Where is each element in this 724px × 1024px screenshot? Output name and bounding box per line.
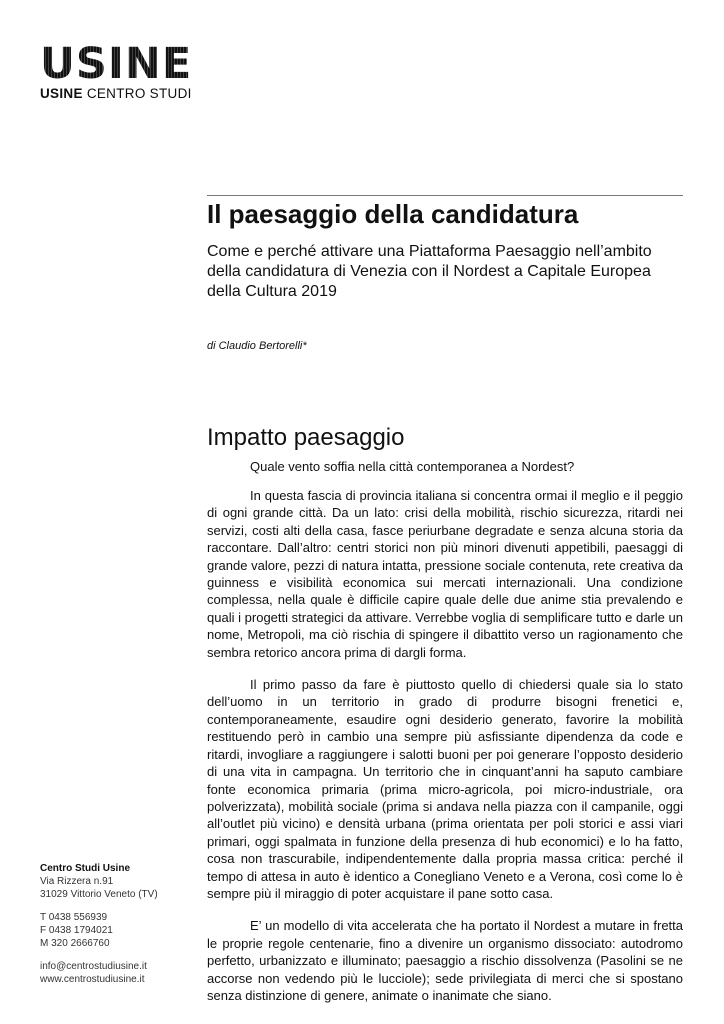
lead-question: Quale vento soffia nella città contemporanea a Nordest? bbox=[250, 459, 575, 474]
footer-address-line: Via Rizzera n.91 bbox=[40, 876, 114, 887]
footer-mobile: M 320 2666760 bbox=[40, 938, 110, 949]
page-title: Il paesaggio della candidatura bbox=[207, 199, 579, 229]
footer-fax: F 0438 1794021 bbox=[40, 925, 113, 936]
page-subtitle: Come e perché attivare una Piattaforma Paesaggio nell’ambito della candidatura di Venezia con il Nordest a Capitale Europea della Cultura 2019 bbox=[207, 243, 652, 300]
body-paragraph: E’ un modello di vita accelerata che ha portato il Nordest a mutare in fretta le proprie regole centenarie, fino a divenire un organismo dissociato: autodromo perfetto, urbanizzato e illuminato; paesaggio a rischio dissolvenza (Pasolini se ne accorse non vedendo più le lucciole); sede privilegiata di merci che si spostano senza distinzione di genere, animate o inanimate che siano. bbox=[207, 918, 683, 1003]
author-line: di Claudio Bertorelli* bbox=[207, 340, 307, 352]
body-paragraph: Il primo passo da fare è piuttosto quello di chiedersi quale sia lo stato dell’uomo in un territorio in grado di produrre bisogni frenetici e, contemporaneamente, esaudire ogni desiderio generato, favorire la mobilità restituendo però in cambio una sempre più asfissiante dipendenza da code e ritardi, invogliare a raggiungere i salotti buoni per poi generare l’opposto desiderio di una vita in campagna. Un territorio che in cinquant’anni ha saputo cambiare fonte economica primaria (prima micro-agricola, poi micro-industriale, ora polverizzata), mobilità sociale (prima si andava nella piazza con il campanile, oggi all’outlet più vicino) e densità urbana (prima orientata per poli storici e assi viari primari, oggi spalmata in funzione della presenza di hub economici) e lo ha fatto, cosa non trascurabile, indipendentemente dalla propria massa critica: perché il tempo di attesa in auto è identico a Conegliano Veneto e a Verona, così come lo è sempre più il miraggio di poter acquistare il pane sotto casa. bbox=[207, 677, 683, 901]
footer-org-name: Centro Studi Usine bbox=[40, 863, 131, 874]
logo-subtitle-bold: USINE bbox=[40, 86, 83, 101]
title-divider bbox=[207, 195, 683, 196]
footer-address-line: 31029 Vittorio Veneto (TV) bbox=[40, 889, 158, 900]
logo-subtitle bbox=[40, 86, 192, 101]
article-body bbox=[207, 487, 683, 1019]
section-heading: Impatto paesaggio bbox=[207, 424, 405, 451]
usine-logo bbox=[40, 39, 193, 101]
footer-website-link[interactable]: www.centrostudiusine.it bbox=[40, 974, 145, 985]
contact-footer bbox=[40, 862, 158, 986]
footer-email-link[interactable]: info@centrostudiusine.it bbox=[40, 961, 147, 972]
logo-wordmark: USINE bbox=[40, 39, 193, 89]
logo-subtitle-rest: CENTRO STUDI bbox=[82, 86, 192, 101]
body-paragraph: In questa fascia di provincia italiana si concentra ormai il meglio e il peggio di ogni grande città. Da un lato: crisi della mobilità, rischio sicurezza, ritardi nei servizi, costi alti della casa, fasce periurbane degradate e senza alcuna storia da raccontare. Dall’altro: centri storici non più minori divenuti appetibili, paesaggi di grande valore, pezzi di natura intatta, pressione sociale contenuta, rete creativa da guinness e visibilità economica sui mercati internazionali. Una condizione complessa, nella quale è difficile capire quale delle due anime stia prevalendo e quali i progetti strategici da attivare. Verrebbe voglia di semplificare tutto e darle un nome, Metropoli, ma ciò rischia di spingere il dibattito verso un ragionamento che sembra retorico ancora prima di dargli forma. bbox=[207, 488, 683, 660]
footer-phone: T 0438 556939 bbox=[40, 912, 108, 923]
